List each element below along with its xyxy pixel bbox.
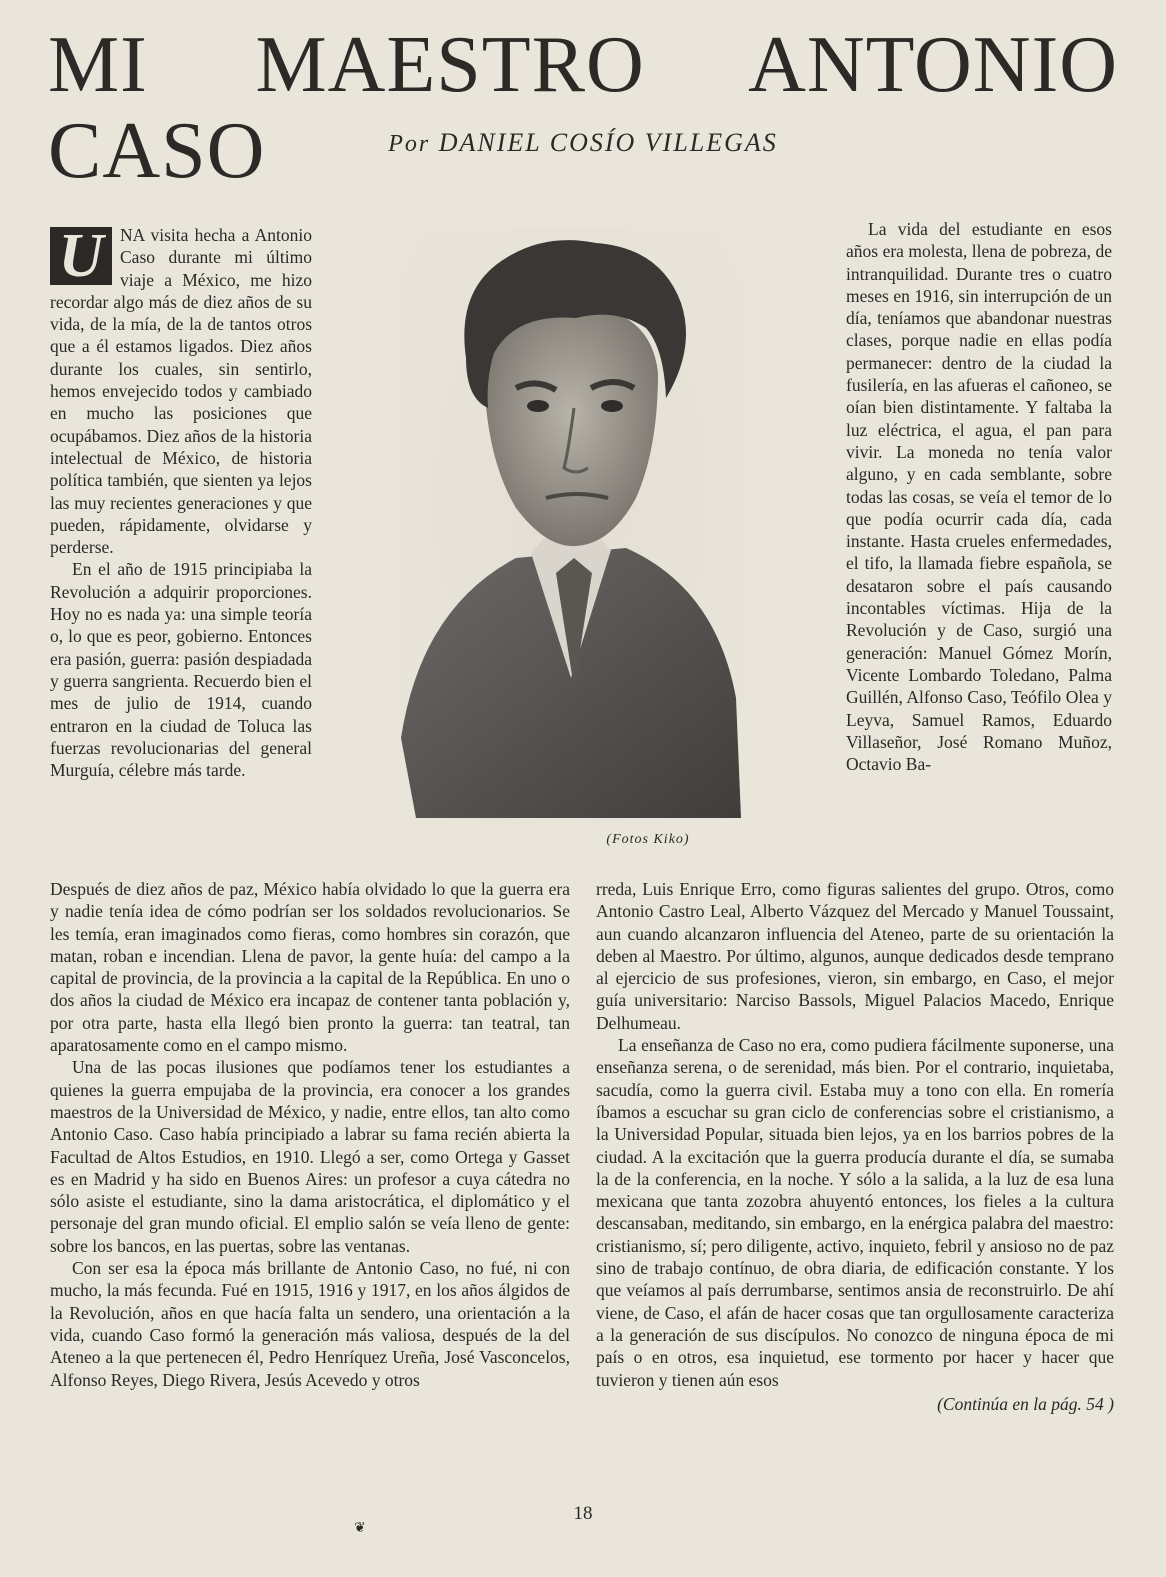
paragraph: En el año de 1915 principiaba la Revolución a adquirir proporciones. Hoy no es nada ya: una simple teoría o, lo que es peor, gobierno. Entonces era pasión, guerra: pasión despiadada y guerra sangrienta. Recuerdo bien el mes de julio de 1914, cuando entraron en la ciudad de Toluca las fuerzas revolucionarias del general Murguía, célebre más tarde. (50, 559, 312, 781)
dropcap-letter: U (50, 227, 112, 285)
continuation-note: (Continúa en la pág. 54 ) (937, 1393, 1114, 1414)
byline (0, 128, 1166, 158)
byline-author: DANIEL COSÍO VILLEGAS (438, 128, 778, 157)
ornament-icon: ❦ (354, 1521, 366, 1536)
paragraph: Una de las pocas ilusiones que podíamos tener los estudiantes a quienes la guerra empujaba de la provincia, era conocer a los grandes maestros de la Universidad de México, y nadie, entre ellos, tan alto como Antonio Caso. Caso había principiado a labrar su fama recién abierta la Facultad de Altos Estudios, en 1910. Llegó a ser, como Ortega y Gasset es en Madrid y ha sido en Buenos Aires: un profesor a cuya cátedra no sólo asiste el estudiante, sino la dama aristocrática, el diplomático y el personaje del gran mundo oficial. El emplio salón se veía lleno de gente: sobre los bancos, en las puertas, sobre las ventanas. (50, 1057, 570, 1256)
portrait-photo (396, 228, 746, 828)
bottom-right-column (596, 878, 1114, 1415)
byline-prefix: Por (388, 131, 431, 157)
paragraph: La enseñanza de Caso no era, como pudiera fácilmente suponerse, una enseñanza serena, o de serenidad, más bien. Por el contrario, inquietaba, sacudía, como la guerra civil. Estaba muy a tono con ella. En romería íbamos a escuchar su gran ciclo de conferencias sobre el cristianismo, a la Universidad Popular, situada bien lejos, ya en los barrios pobres de la ciudad. A la excitación que la guerra producía durante el día, se sumaba la de la conferencia, en la noche. Y sólo a la salida, a la luz de esa luna mexicana que tanta zozobra ahuyentó entonces, los fieles a la cultura descansaban, meditando, sin embargo, en la enérgica palabra del maestro: cristianismo, sí; pero diligente, activo, inquieto, febril y ansioso no de paz sino de trabajo contínuo, de obra diaria, de edificación constante. Y los que veíamos al país derrumbarse, sentimos ansia de reconstruirlo. De ahí viene, de Caso, el afán de hacer cosas que tan orgullosamente caracteriza a la generación de sus discípulos. No conozco de ninguna época de mi país o en otros, esa inquietud, ese tormento por hacer y hacer que tuvieron y tienen aún esos (596, 1035, 1114, 1390)
paragraph: NA visita hecha a Antonio Caso durante mi último viaje a México, me hizo recordar algo más de diez años de su vida, de la mía, de la de tantos otros que a él estamos ligados. Diez años durante los cuales, sin sentirlo, hemos envejecido todos y cambiado en mucho las posiciones que ocupábamos. Diez años de la historia intelectual de México, de historia política también, que sienten ya lejos las muy recientes generaciones y que pueden, rápidamente, olvidarse y perderse. (50, 225, 312, 558)
photo-caption: (Fotos Kiko) (606, 832, 690, 847)
paragraph: rreda, Luis Enrique Erro, como figuras salientes del grupo. Otros, como Antonio Castro Leal, Alberto Vázquez del Mercado y Manuel Toussaint, aun cuando alcanzaron influencia del Ateneo, parte de su orientación la deben al Maestro. Por último, algunos, aunque dedicados desde temprano al ejercicio de sus profesiones, vieron, sin embargo, en Caso, el mejor guía universitario: Narciso Bassols, Miguel Palacios Macedo, Enrique Delhumeau. (596, 879, 1114, 1033)
right-column (846, 218, 1112, 775)
article-title: MI MAESTRO ANTONIO CASO (48, 21, 1118, 195)
page-number: 18 (573, 1503, 593, 1524)
left-column (50, 224, 312, 781)
paragraph: La vida del estudiante en esos años era molesta, llena de pobreza, de intranquilidad. Durante tres o cuatro meses en 1916, sin interrupción de un día, teníamos que abandonar nuestras clases, porque nadie en ellas podía permanecer: dentro de la ciudad la fusilería, en las afueras el cañoneo, se oían bien distintamente. Y faltaba la luz eléctrica, el agua, el pan para vivir. La moneda no tenía valor alguno, y en cada semblante, sobre todas las cosas, se veía el temor de lo que podía ocurrir cada día, cada instante. Hasta crueles enfermedades, el tifo, la llamada fiebre española, se desataron sobre el país causando incontables víctimas. Hija de la Revolución y de Caso, surgió una generación: Manuel Gómez Morín, Vicente Lombardo Toledano, Palma Guillén, Alfonso Caso, Teófilo Olea y Leyva, Samuel Ramos, Eduardo Villaseñor, José Romano Muñoz, Octavio Ba- (846, 219, 1112, 775)
bottom-left-column (50, 878, 570, 1391)
paragraph: Con ser esa la época más brillante de Antonio Caso, no fué, ni con mucho, la más fecunda. Fué en 1915, 1916 y 1917, en los años álgidos de la Revolución, años en que hacía falta un sendero, una orientación a la vida, cuando Caso formó la generación más valiosa, después de la del Ateneo a la que pertenecen él, Pedro Henríquez Ureña, José Vasconcelos, Alfonso Reyes, Diego Rivera, Jesús Acevedo y otros (50, 1258, 570, 1390)
paragraph: Después de diez años de paz, México había olvidado lo que la guerra era y nadie tenía idea de cómo podrían ser los soldados revolucionarios. Se les temía, eran imaginados como fieras, como hombres sin corazón, que matan, roban e incendian. Llena de pavor, la gente huía: del campo a la capital de provincia, de la provincia a la capital de la República. En uno o dos años la ciudad de México era incapaz de contener tanta población y, por otra parte, hasta ella llegó bien pronto la guerra: tan teatral, tan aparatosamente como en el campo mismo. (50, 879, 570, 1056)
